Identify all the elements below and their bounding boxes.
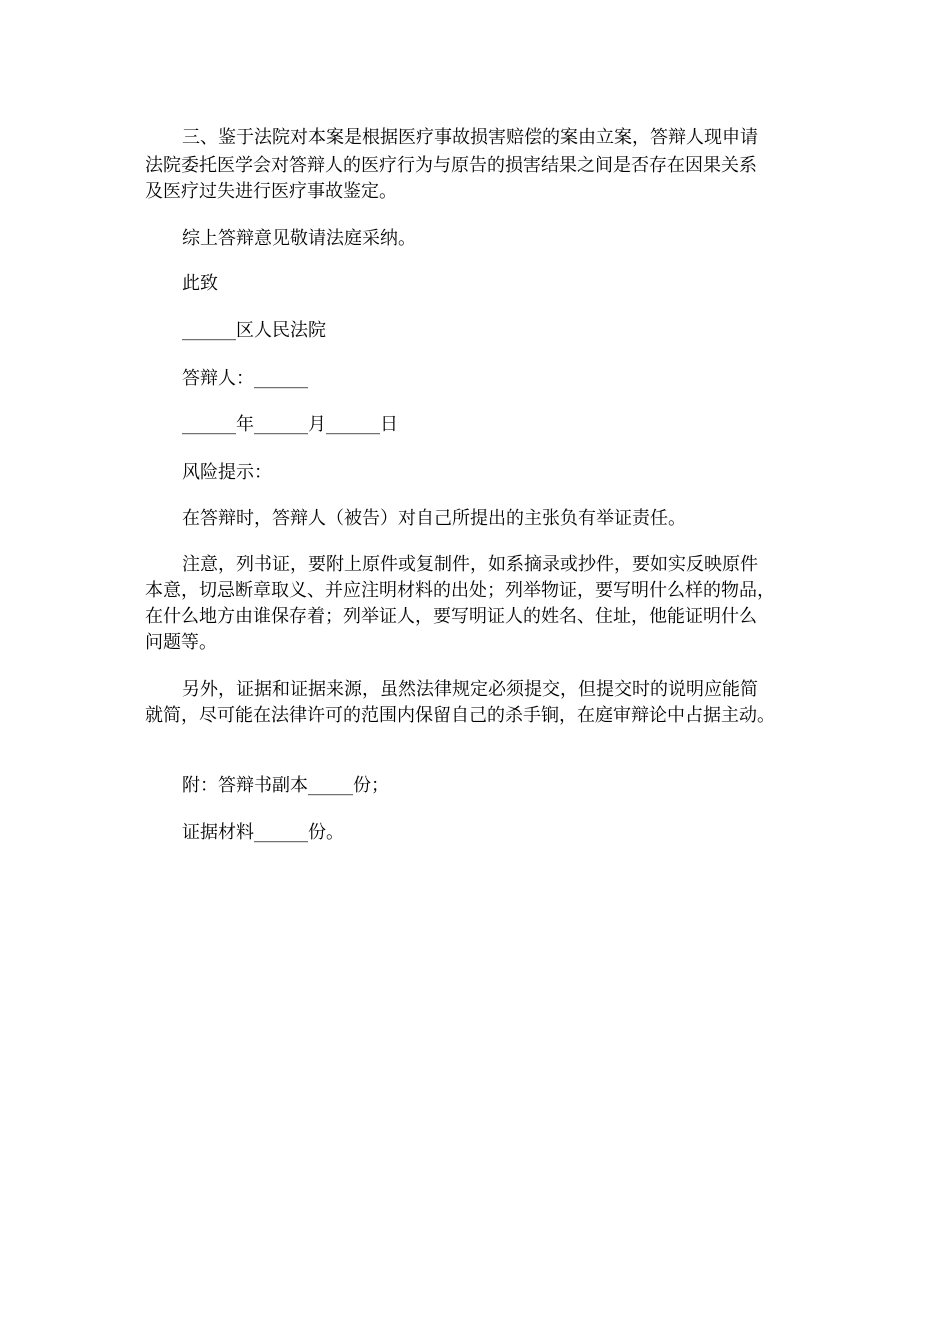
risk-paragraph-2-line-1: 注意，列书证，要附上原件或复制件，如系摘录或抄件，要如实反映原件 xyxy=(182,554,758,575)
risk-heading: 风险提示： xyxy=(182,462,272,483)
risk-paragraph-2-line-2: 本意，切忌断章取义、并应注明材料的出处；列举物证，要写明什么样的物品， xyxy=(145,580,775,601)
risk-paragraph-1: 在答辩时，答辩人（被告）对自己所提出的主张负有举证责任。 xyxy=(182,508,686,529)
attachment-line-1: 附：答辩书副本_____份； xyxy=(182,775,389,796)
court-line: ______区人民法院 xyxy=(182,320,326,341)
date-line: ______年______月______日 xyxy=(182,414,398,435)
conclusion-text: 综上答辩意见敬请法庭采纳。 xyxy=(182,228,416,249)
risk-paragraph-3-line-1: 另外，证据和证据来源，虽然法律规定必须提交，但提交时的说明应能简 xyxy=(182,679,758,700)
risk-paragraph-3-line-2: 就简，尽可能在法律许可的范围内保留自己的杀手锏，在庭审辩论中占据主动。 xyxy=(145,705,775,726)
paragraph-3-line-2: 法院委托医学会对答辩人的医疗行为与原告的损害结果之间是否存在因果关系 xyxy=(145,155,757,176)
respondent-line: 答辩人：______ xyxy=(182,368,308,389)
salutation-text: 此致 xyxy=(182,273,218,294)
paragraph-3-line-1: 三、鉴于法院对本案是根据医疗事故损害赔偿的案由立案，答辩人现申请 xyxy=(182,127,758,148)
paragraph-3-line-3: 及医疗过失进行医疗事故鉴定。 xyxy=(145,181,397,202)
risk-paragraph-2-line-4: 问题等。 xyxy=(145,632,217,653)
attachment-line-2: 证据材料______份。 xyxy=(182,822,344,843)
risk-paragraph-2-line-3: 在什么地方由谁保存着；列举证人，要写明证人的姓名、住址，他能证明什么 xyxy=(145,606,757,627)
